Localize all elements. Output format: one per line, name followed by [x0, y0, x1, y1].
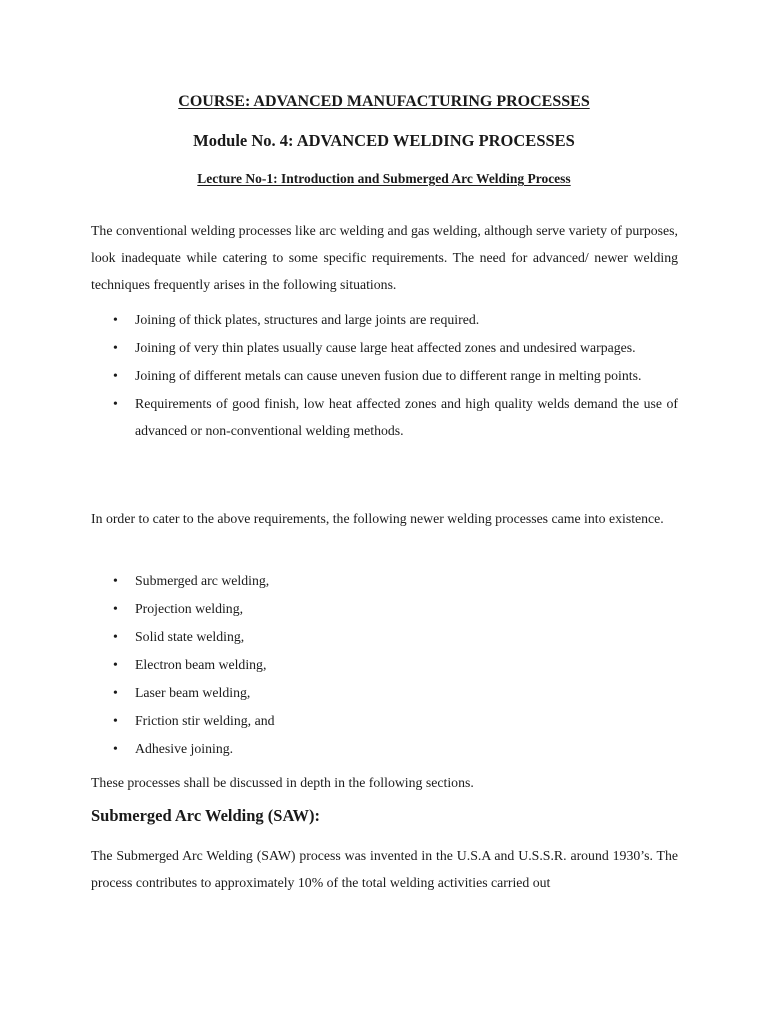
bullet-icon: •	[113, 629, 118, 644]
list-item	[91, 595, 678, 623]
list-item-text: Projection welding,	[135, 601, 244, 616]
list-item	[91, 334, 678, 361]
list-item-text: Requirements of good finish, low heat affected zones and high quality welds demand the use of advanced or non-conventional welding methods.	[135, 396, 678, 438]
list-item-text: Adhesive joining.	[135, 741, 234, 756]
saw-heading: Submerged Arc Welding (SAW):	[91, 806, 321, 825]
list-item-text: Joining of thick plates, structures and large joints are required.	[135, 312, 480, 327]
list-item	[91, 735, 678, 763]
bullet-icon: •	[113, 657, 118, 672]
processes-closing: These processes shall be discussed in depth in the following sections.	[91, 775, 474, 790]
intro-paragraph: The conventional welding processes like arc welding and gas welding, although serve variety of purposes, look inadequate while catering to some specific requirements. The need for advanced/ newer welding techniques frequently arises in the following situations.	[91, 223, 678, 292]
list-item	[91, 679, 678, 707]
processes-list	[91, 567, 678, 763]
list-item-text: Submerged arc welding,	[135, 573, 270, 588]
bullet-icon: •	[113, 340, 118, 355]
bullet-icon: •	[113, 396, 118, 411]
list-item	[91, 707, 678, 735]
list-item	[91, 651, 678, 679]
saw-paragraph: The Submerged Arc Welding (SAW) process was invented in the U.S.A and U.S.S.R. around 1930’s. The process contributes to approximately 10% of the total welding activities carried out	[91, 848, 678, 890]
list-item-text: Electron beam welding,	[135, 657, 267, 672]
list-item-text: Solid state welding,	[135, 629, 245, 644]
course-title: COURSE: ADVANCED MANUFACTURING PROCESSES	[178, 93, 590, 110]
list-item	[91, 306, 678, 333]
list-item	[91, 362, 678, 389]
list-item	[91, 390, 678, 444]
bullet-icon: •	[113, 713, 118, 728]
list-item	[91, 567, 678, 595]
bullet-icon: •	[113, 601, 118, 616]
list-item	[91, 623, 678, 651]
list-item-text: Joining of different metals can cause uneven fusion due to different range in melting points.	[135, 368, 642, 383]
processes-paragraph: In order to cater to the above requirements, the following newer welding processes came into existence.	[91, 511, 664, 526]
bullet-icon: •	[113, 312, 118, 327]
situations-list	[91, 306, 678, 445]
list-item-text: Friction stir welding, and	[135, 713, 275, 728]
bullet-icon: •	[113, 741, 118, 756]
list-item-text: Joining of very thin plates usually cause large heat affected zones and undesired warpages.	[135, 340, 636, 355]
bullet-icon: •	[113, 573, 118, 588]
module-title: Module No. 4: ADVANCED WELDING PROCESSES	[193, 131, 575, 150]
lecture-title: Lecture No-1: Introduction and Submerged Arc Welding Process	[197, 171, 571, 186]
bullet-icon: •	[113, 368, 118, 383]
list-item-text: Laser beam welding,	[135, 685, 251, 700]
bullet-icon: •	[113, 685, 118, 700]
